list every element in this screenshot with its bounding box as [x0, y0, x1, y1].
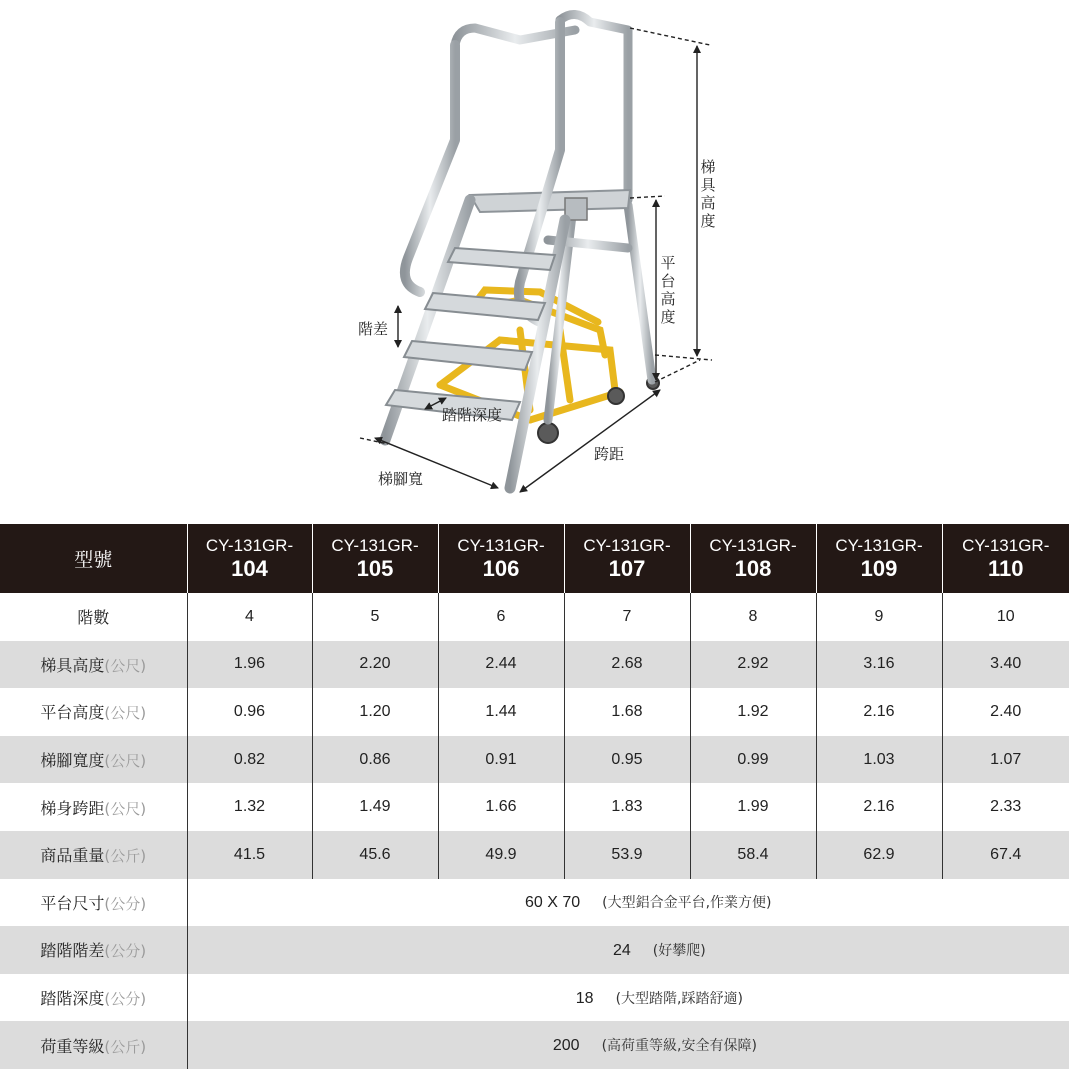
row-label — [0, 974, 187, 1022]
model-prefix: CY-131GR- — [205, 535, 294, 555]
row-unit: (公尺) — [104, 656, 147, 675]
table-cell: 2.16 — [816, 688, 942, 736]
table-row — [0, 593, 1069, 641]
merged-cell — [187, 1021, 1069, 1069]
model-number: 107 — [608, 555, 646, 581]
label-span: 跨距 — [594, 445, 625, 463]
svg-text:平台高度: 平台高度 — [660, 254, 676, 326]
table-cell: 2.40 — [942, 688, 1069, 736]
table-cell: 3.16 — [816, 641, 942, 689]
label-step-depth: 踏階深度 — [442, 406, 503, 424]
row-label — [0, 879, 187, 927]
row-label — [0, 1021, 187, 1069]
table-cell: 9 — [816, 593, 942, 641]
merged-value: 60 X 70 — [524, 894, 581, 912]
row-label-text: 商品重量 — [40, 846, 105, 866]
row-label — [0, 688, 187, 736]
row-label — [0, 736, 187, 784]
table-row — [0, 688, 1069, 736]
row-unit: (公尺) — [104, 704, 147, 723]
table-row — [0, 641, 1069, 689]
table-cell: 0.86 — [312, 736, 438, 784]
row-label-text: 平台尺寸 — [40, 893, 105, 913]
table-cell: 53.9 — [564, 831, 690, 879]
row-unit: (公斤) — [104, 847, 147, 866]
model-number: 109 — [860, 555, 898, 581]
table-cell: 67.4 — [942, 831, 1069, 879]
table-cell: 2.16 — [816, 783, 942, 831]
merged-note: (好攀爬) — [652, 942, 706, 959]
table-cell: 1.68 — [564, 688, 690, 736]
row-label-text: 階數 — [77, 608, 110, 628]
model-header-107 — [564, 524, 690, 593]
table-cell: 0.95 — [564, 736, 690, 784]
model-number: 110 — [988, 555, 1024, 581]
model-header-104 — [187, 524, 312, 593]
table-cell: 10 — [942, 593, 1069, 641]
ladder-illustration — [0, 0, 1069, 500]
row-label — [0, 926, 187, 974]
merged-note: (大型踏階,踩踏舒適) — [615, 990, 743, 1007]
row-label-text: 踏階深度 — [40, 989, 105, 1009]
table-cell: 1.92 — [690, 688, 816, 736]
table-cell: 2.92 — [690, 641, 816, 689]
model-number: 108 — [734, 555, 772, 581]
table-cell: 58.4 — [690, 831, 816, 879]
svg-text:梯具高度: 梯具高度 — [700, 158, 716, 230]
row-label-text: 踏階階差 — [40, 941, 105, 961]
guard-rail — [455, 14, 628, 200]
table-cell: 1.66 — [438, 783, 564, 831]
table-cell: 2.68 — [564, 641, 690, 689]
row-label-text: 荷重等級 — [40, 1036, 105, 1056]
merged-note: (高荷重等級,安全有保障) — [601, 1038, 757, 1055]
model-header-106 — [438, 524, 564, 593]
table-cell: 1.99 — [690, 783, 816, 831]
table-cell: 5 — [312, 593, 438, 641]
header-label: 型號 — [0, 524, 187, 593]
wheel-icon — [538, 423, 558, 443]
row-unit: (公分) — [104, 894, 147, 913]
model-prefix: CY-131GR- — [583, 535, 671, 555]
model-header-105 — [312, 524, 438, 593]
table-cell: 1.96 — [187, 641, 312, 689]
merged-cell — [187, 879, 1069, 927]
model-prefix: CY-131GR- — [457, 535, 545, 555]
table-cell: 0.96 — [187, 688, 312, 736]
table-cell: 2.20 — [312, 641, 438, 689]
model-prefix: CY-131GR- — [331, 535, 419, 555]
table-cell: 8 — [690, 593, 816, 641]
merged-value: 18 — [575, 989, 594, 1007]
table-cell: 1.83 — [564, 783, 690, 831]
model-number: 105 — [356, 555, 394, 581]
model-number: 104 — [231, 555, 268, 581]
table-row — [0, 879, 1069, 927]
wheel-icon — [608, 388, 624, 404]
model-header-110 — [942, 524, 1069, 593]
table-cell: 0.82 — [187, 736, 312, 784]
row-unit: (公分) — [104, 942, 147, 961]
table-row — [0, 1021, 1069, 1069]
table-cell: 0.99 — [690, 736, 816, 784]
row-label-text: 梯身跨距 — [40, 798, 105, 818]
row-label — [0, 831, 187, 879]
table-cell: 45.6 — [312, 831, 438, 879]
model-header-109 — [816, 524, 942, 593]
row-unit: (公尺) — [104, 799, 147, 818]
label-ladder-height — [700, 158, 716, 230]
table-cell: 1.49 — [312, 783, 438, 831]
label-platform-height — [660, 254, 675, 326]
table-cell: 2.44 — [438, 641, 564, 689]
row-unit: (公分) — [104, 990, 147, 1009]
row-label-text: 平台高度 — [40, 703, 105, 723]
table-cell: 62.9 — [816, 831, 942, 879]
table-cell: 41.5 — [187, 831, 312, 879]
table-cell: 49.9 — [438, 831, 564, 879]
row-unit: (公斤) — [104, 1037, 147, 1056]
table-row — [0, 831, 1069, 879]
table-cell: 6 — [438, 593, 564, 641]
label-base-width: 梯腳寬 — [378, 470, 424, 488]
table-row — [0, 783, 1069, 831]
table-cell: 1.44 — [438, 688, 564, 736]
table-cell: 1.32 — [187, 783, 312, 831]
table-cell: 1.20 — [312, 688, 438, 736]
table-cell: 7 — [564, 593, 690, 641]
spec-table — [0, 524, 1069, 1069]
merged-note: (大型鋁合金平台,作業方便) — [602, 895, 772, 912]
model-header-108 — [690, 524, 816, 593]
merged-cell — [187, 974, 1069, 1022]
merged-value: 200 — [552, 1037, 580, 1055]
table-row — [0, 736, 1069, 784]
model-prefix: CY-131GR- — [962, 535, 1050, 555]
row-unit: (公尺) — [104, 752, 147, 771]
row-label — [0, 641, 187, 689]
row-label-text: 梯腳寬度 — [40, 751, 105, 771]
table-cell: 3.40 — [942, 641, 1069, 689]
merged-cell — [187, 926, 1069, 974]
merged-value: 24 — [612, 941, 631, 959]
model-prefix: CY-131GR- — [835, 535, 923, 555]
table-row — [0, 926, 1069, 974]
table-cell: 1.07 — [942, 736, 1069, 784]
model-number: 106 — [482, 555, 520, 581]
header-row — [0, 524, 1069, 593]
row-label — [0, 593, 187, 641]
model-prefix: CY-131GR- — [709, 535, 797, 555]
row-label-text: 梯具高度 — [40, 655, 105, 675]
table-row — [0, 974, 1069, 1022]
table-cell: 1.03 — [816, 736, 942, 784]
row-label — [0, 783, 187, 831]
table-cell: 4 — [187, 593, 312, 641]
label-step-rise: 階差 — [358, 320, 389, 338]
table-cell: 2.33 — [942, 783, 1069, 831]
table-cell: 0.91 — [438, 736, 564, 784]
